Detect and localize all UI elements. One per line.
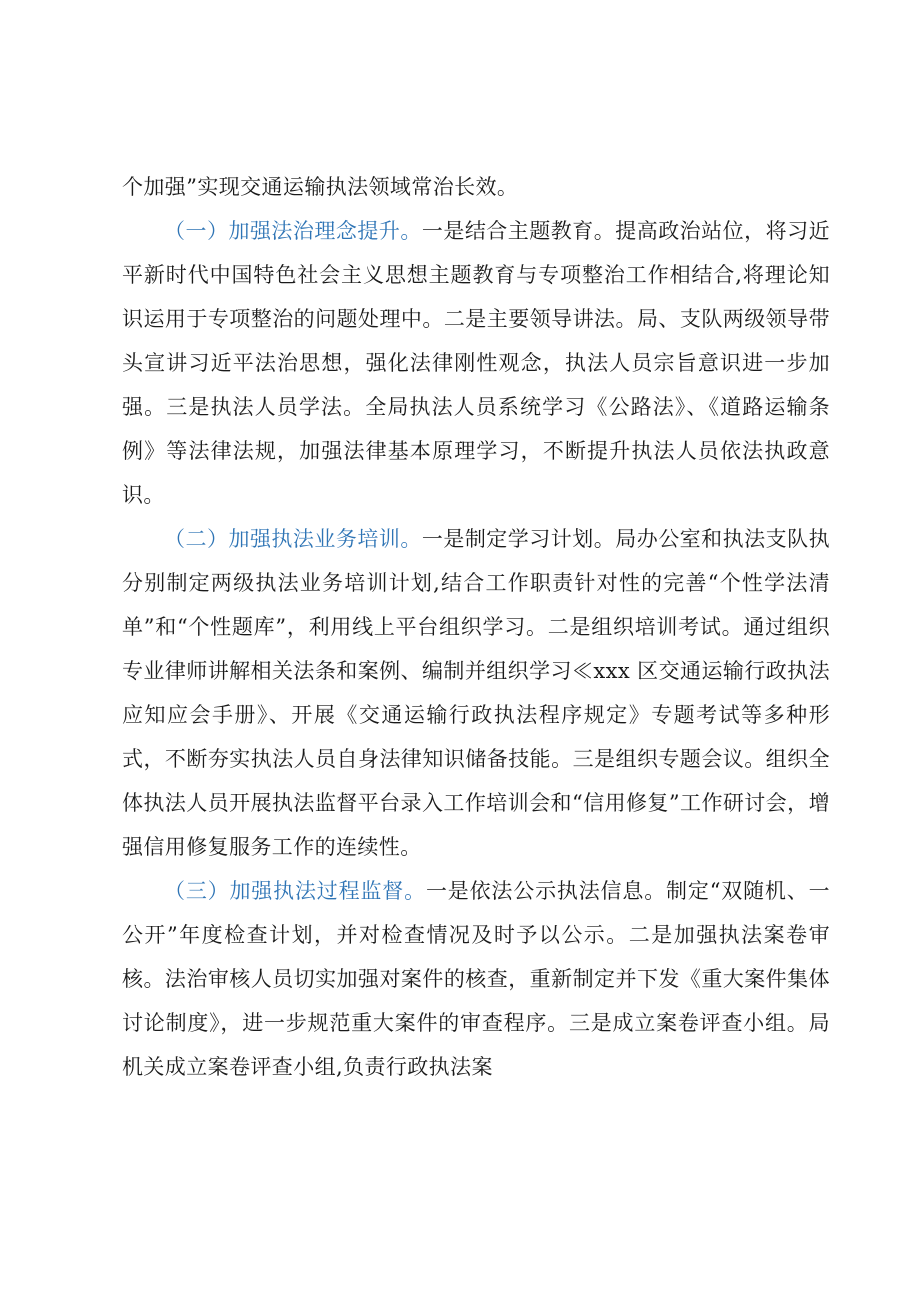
section-2-heading: （二）加强执法业务培训。 [164,527,422,551]
section-3-heading: （三）加强执法过程监督。 [164,879,426,903]
document-body [122,165,830,1089]
section-2-paragraph [122,517,830,869]
section-1-body: 一是结合主题教育。提高政治站位，将习近平新时代中国特色社会主义思想主题教育与专项整治工作相结合,将理论知识运用于专项整治的问题处理中。二是主要领导讲法。局、支队两级领导带头宣讲习近平法治思想，强化法律刚性观念，执法人员宗旨意识进一步加强。三是执法人员学法。全局执法人员系统学习《公路法》、《道路运输条例》等法律法规，加强法律基本原理学习，不断提升执法人员依法执政意识。 [122,219,830,507]
section-1-paragraph [122,209,830,517]
section-3-body: 一是依法公示执法信息。制定“双随机、一公开”年度检查计划，并对检查情况及时予以公示。二是加强执法案卷审核。法治审核人员切实加强对案件的核查，重新制定并下发《重大案件集体讨论制度》，进一步规范重大案件的审查程序。三是成立案卷评查小组。局机关成立案卷评查小组,负责行政执法案 [122,879,830,1079]
lead-in-paragraph: 个加强”实现交通运输执法领域常治长效。 [122,175,519,199]
section-3-paragraph [122,869,830,1089]
section-1-heading: （一）加强法治理念提升。 [164,219,422,243]
section-2-body: 一是制定学习计划。局办公室和执法支队执分别制定两级执法业务培训计划,结合工作职责针对性的完善“个性学法清单”和“个性题库”，利用线上平台组织学习。二是组织培训考试。通过组织专业律师讲解相关法条和案例、编制并组织学习≪xxx 区交通运输行政执法应知应会手册》、开展《交通运输行政执法程序规定》专题考试等多种形式，不断夯实执法人员自身法律知识储备技能。三是组织专题会议。组织全体执法人员开展执法监督平台录入工作培训会和“信用修复”工作研讨会，增强信用修复服务工作的连续性。 [122,527,830,859]
